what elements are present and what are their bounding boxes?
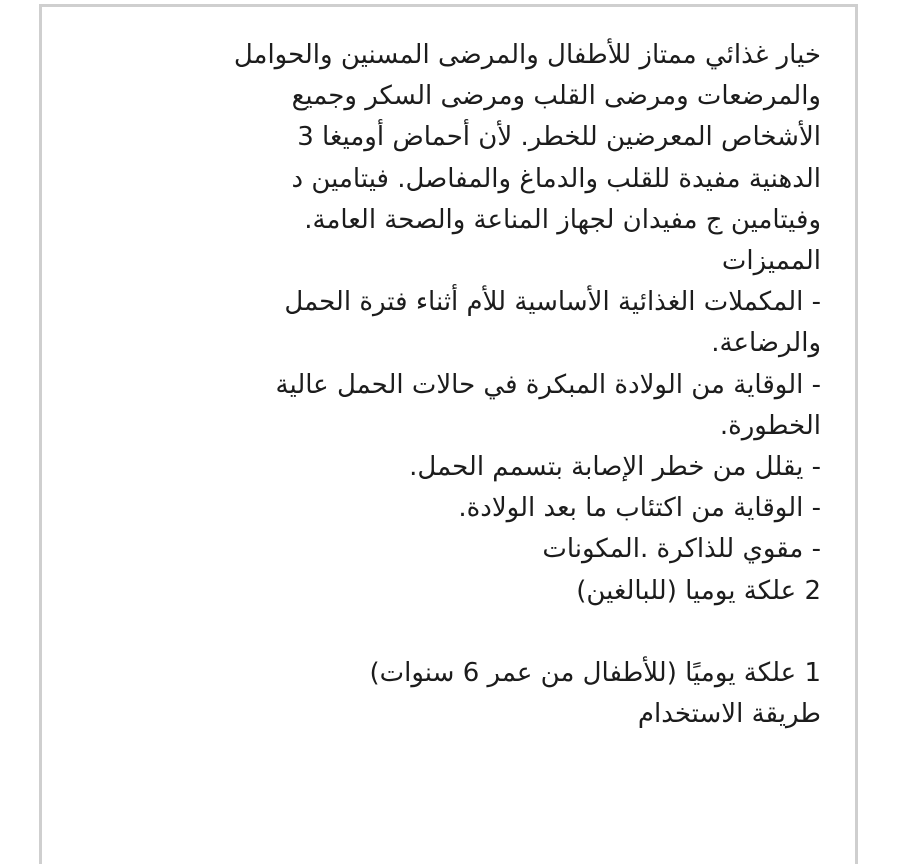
intro-line: وفيتامين ج مفيدان لجهاز المناعة والصحة العامة. — [304, 204, 821, 235]
dosage-adult: 2 علكة يوميا (للبالغين) — [576, 575, 821, 606]
feature-item-continuation: والرضاعة. — [711, 328, 821, 359]
intro-line: والمرضعات ومرضى القلب ومرضى السكر وجميع — [291, 81, 821, 112]
feature-item: - الوقاية من الولادة المبكرة في حالات الحمل عالية — [275, 369, 821, 400]
feature-item-continuation: الخطورة. — [719, 410, 821, 441]
product-description-text — [61, 35, 821, 735]
intro-line: الدهنية مفيدة للقلب والدماغ والمفاصل. فيتامين د — [291, 163, 821, 194]
dosage-child: 1 علكة يوميًا (للأطفال من عمر 6 سنوات) — [369, 658, 821, 689]
feature-item: - مقوي للذاكرة .المكونات — [542, 534, 821, 565]
feature-item: - الوقاية من اكتئاب ما بعد الولادة. — [458, 493, 821, 524]
feature-item: - المكملات الغذائية الأساسية للأم أثناء فترة الحمل — [284, 287, 821, 318]
cut-off-line: طريقة الاستخدام — [637, 699, 821, 730]
features-heading: المميزات — [721, 246, 821, 277]
intro-line: الأشخاص المعرضين للخطر. لأن أحماض أوميغا 3 — [297, 122, 821, 153]
features-list — [61, 282, 821, 570]
feature-item: - يقلل من خطر الإصابة بتسمم الحمل. — [409, 452, 821, 483]
intro-paragraph — [61, 35, 821, 241]
blank-line — [61, 612, 821, 653]
product-description-panel — [39, 4, 858, 864]
intro-line: خيار غذائي ممتاز للأطفال والمرضى المسنين والحوامل — [233, 40, 821, 70]
